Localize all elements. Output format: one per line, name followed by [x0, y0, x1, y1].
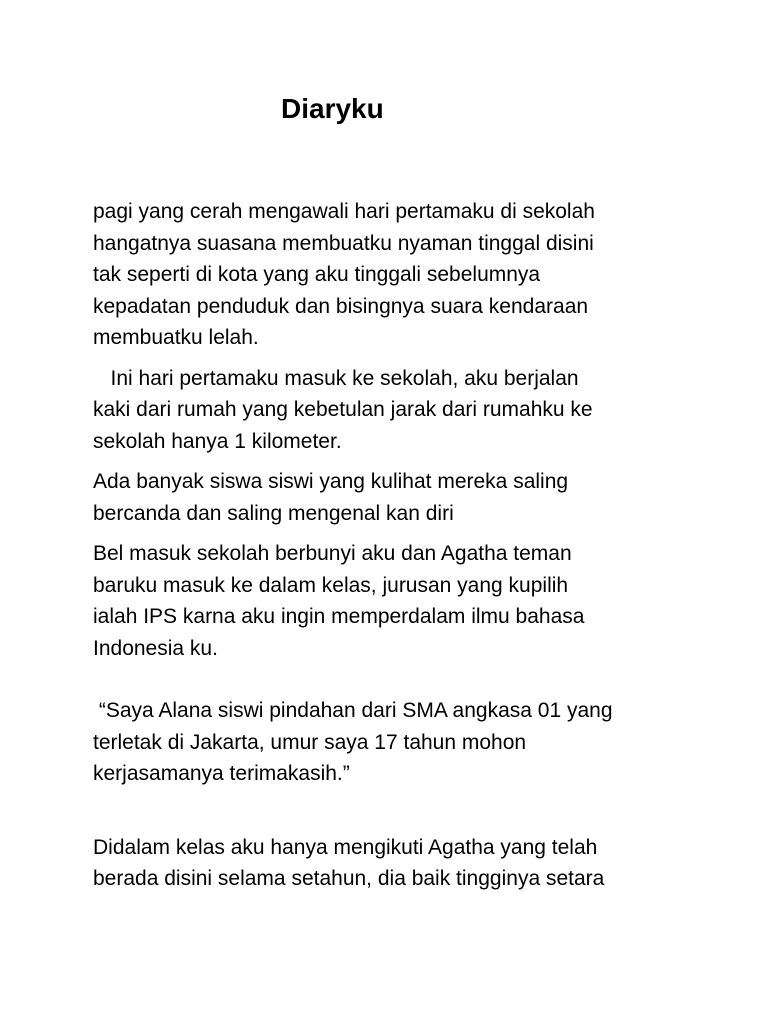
paragraph-line: ialah IPS karna aku ingin memperdalam ilmu bahasa: [93, 605, 585, 628]
paragraph-line: Bel masuk sekolah berbunyi aku dan Agatha teman: [93, 542, 572, 565]
paragraph-line: Ini hari pertamaku masuk ke sekolah, aku berjalan: [93, 366, 579, 390]
paragraph-line: kaki dari rumah yang kebetulan jarak dari rumahku ke: [93, 398, 593, 421]
paragraph-2: [93, 363, 673, 458]
paragraph-line: “Saya Alana siswi pindahan dari SMA angkasa 01 yang: [93, 699, 613, 722]
paragraph-1: [93, 196, 673, 354]
paragraph-line: berada disini selama setahun, dia baik tingginya setara: [93, 867, 605, 890]
document-body: [93, 196, 673, 895]
paragraph-line: bercanda dan saling mengenal kan diri: [93, 501, 454, 525]
paragraph-line: kerjasamanya terimakasih.”: [93, 762, 350, 785]
paragraph-6: [93, 832, 673, 895]
paragraph-line: pagi yang cerah mengawali hari pertamaku di sekolah: [93, 200, 595, 223]
paragraph-line: sekolah hanya 1 kilometer.: [93, 429, 342, 453]
paragraph-line: Indonesia ku.: [93, 636, 218, 660]
paragraph-line: Didalam kelas aku hanya mengikuti Agatha yang telah: [93, 835, 598, 859]
paragraph-line: Ada banyak siswa siswi yang kulihat mereka saling: [93, 470, 569, 493]
paragraph-line: membuatku lelah.: [93, 326, 259, 349]
document-title: Diaryku: [281, 93, 384, 124]
paragraph-line: tak seperti di kota yang aku tinggali sebelumnya: [93, 263, 541, 286]
paragraph-4: [93, 538, 673, 664]
paragraph-quote: [93, 695, 673, 790]
paragraph-line: kepadatan penduduk dan bisingnya suara kendaraan: [93, 294, 589, 318]
paragraph-line: hangatnya suasana membuatku nyaman tinggal disini: [93, 231, 594, 255]
paragraph-3: [93, 466, 673, 529]
paragraph-line: baruku masuk ke dalam kelas, jurusan yang kupilih: [93, 573, 569, 597]
paragraph-line: terletak di Jakarta, umur saya 17 tahun mohon: [93, 730, 527, 754]
